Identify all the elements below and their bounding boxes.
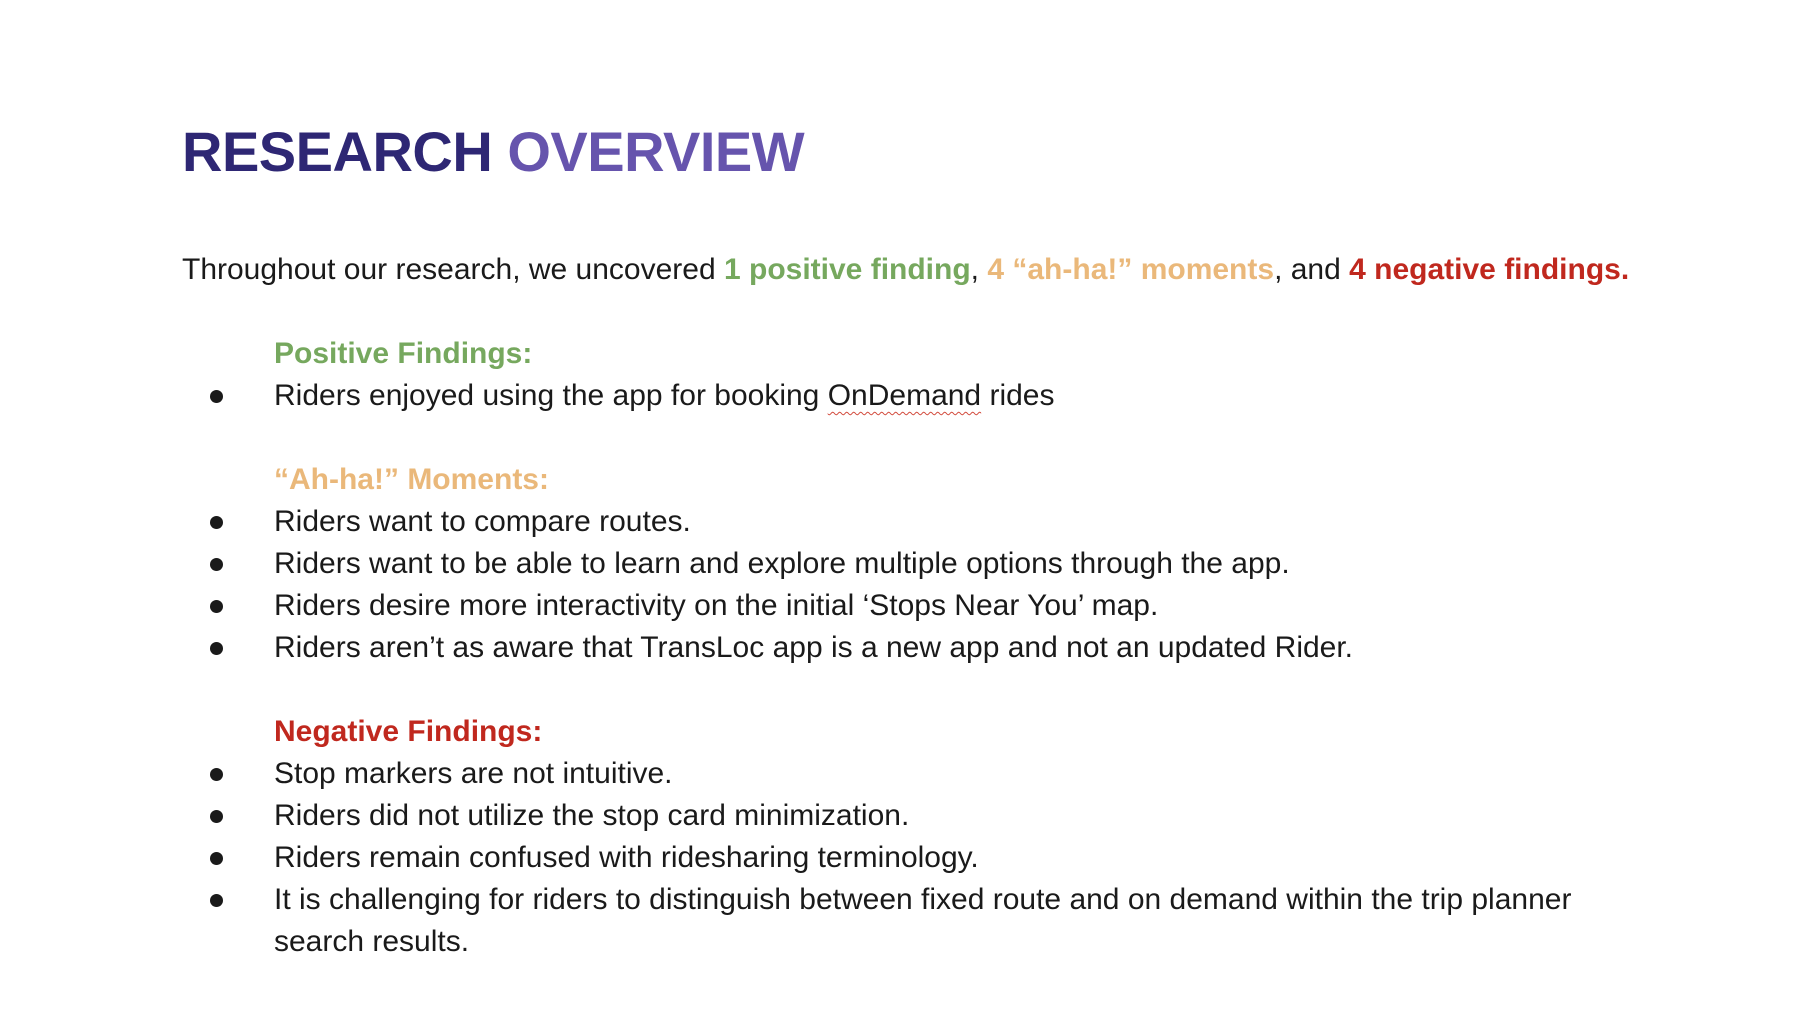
list-item-text: Riders desire more interactivity on the initial ‘Stops Near You’ map.: [274, 589, 1159, 622]
spellcheck-flagged-word: OnDemand: [827, 379, 982, 412]
positive-findings-list: [0, 375, 1820, 417]
negative-findings-heading: Negative Findings:: [274, 715, 543, 748]
list-item: [0, 585, 1820, 627]
intro-positive-count: 1 positive finding: [723, 253, 971, 286]
bullet-icon: [210, 516, 223, 529]
ahha-moments-heading: “Ah-ha!” Moments:: [274, 463, 549, 496]
findings-sections: [0, 333, 1820, 963]
intro-comma: ,: [970, 253, 988, 286]
bullet-icon: [210, 894, 223, 907]
list-item-text-end: rides: [981, 379, 1055, 412]
intro-negative-count: 4 negative findings.: [1349, 253, 1630, 286]
positive-findings-section: [0, 333, 1820, 417]
intro-and: , and: [1274, 253, 1350, 286]
list-item: [0, 543, 1820, 585]
bullet-icon: [210, 768, 223, 781]
list-item-text: Riders want to be able to learn and explore multiple options through the app.: [274, 547, 1290, 580]
negative-findings-list: [0, 753, 1820, 963]
ahha-moments-section: [0, 459, 1820, 669]
list-item-text: Riders aren’t as aware that TransLoc app is a new app and not an updated Rider.: [274, 631, 1354, 664]
page-title: [182, 120, 804, 184]
bullet-icon: [210, 852, 223, 865]
negative-findings-section: [0, 711, 1820, 963]
bullet-icon: [210, 390, 223, 403]
list-item: [0, 837, 1820, 879]
list-item-text: It is challenging for riders to distinguish between fixed route and on demand within the trip planner search results.: [274, 883, 1572, 958]
title-part-overview: OVERVIEW: [507, 120, 805, 183]
list-item: [0, 753, 1820, 795]
list-item: [0, 375, 1820, 417]
list-item: [0, 627, 1820, 669]
list-item-text: Riders did not utilize the stop card minimization.: [274, 799, 910, 832]
title-part-research: RESEARCH: [182, 120, 493, 183]
list-item: [0, 795, 1820, 837]
intro-ahha-count: 4 “ah-ha!” moments: [987, 253, 1275, 286]
bullet-icon: [210, 558, 223, 571]
intro-lead: Throughout our research, we uncovered: [182, 253, 724, 286]
list-item-text: Stop markers are not intuitive.: [274, 757, 673, 790]
intro-sentence: [182, 249, 1629, 291]
list-item-text: Riders enjoyed using the app for booking: [274, 379, 828, 412]
ahha-moments-list: [0, 501, 1820, 669]
bullet-icon: [210, 600, 223, 613]
list-item-text: Riders want to compare routes.: [274, 505, 691, 538]
list-item: [0, 879, 1820, 963]
list-item: [0, 501, 1820, 543]
positive-findings-heading: Positive Findings:: [274, 337, 533, 370]
list-item-text: Riders remain confused with ridesharing terminology.: [274, 841, 979, 874]
bullet-icon: [210, 810, 223, 823]
bullet-icon: [210, 642, 223, 655]
